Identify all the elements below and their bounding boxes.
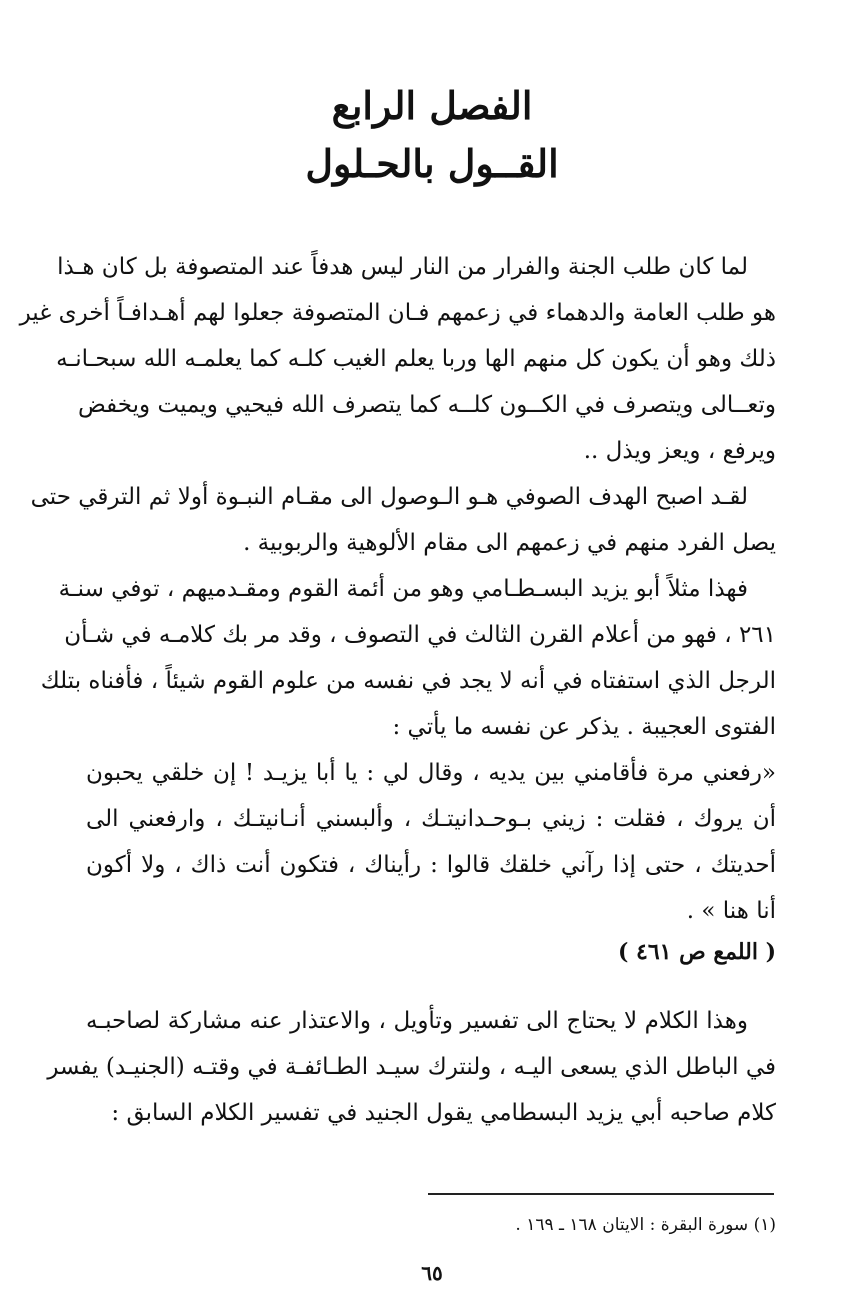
footnote: (١) سورة البقرة : الايتان ١٦٨ ـ ١٦٩ . [515,1215,776,1235]
text-line: وهذا الكلام لا يحتاج الى تفسير وتأويل ، والاعتذار عنه مشاركة لصاحبـه [86,1008,748,1034]
text-line: كلام صاحبه أبي يزيد البسطامي يقول الجنيد في تفسير الكلام السابق : [111,1100,776,1126]
text-line: «رفعني مرة فأقامني بين يديه ، وقال لي : يا أبا يزيـد ! إن خلقي يحبون [86,760,776,786]
page-number: ٦٥ [421,1261,443,1285]
text-line: وتعــالى ويتصرف في الكــون كلــه كما يتصرف الله فيحيي ويميت ويخفض [78,392,776,418]
text-line: أن يروك ، فقلت : زيني بـوحـدانيتـك ، وألبسني أنـانيتـك ، وارفعني الى [86,806,776,832]
text-line: أحديتك ، حتى إذا رآني خلقك قالوا : رأيناك ، فتكون أنت ذاك ، ولا أكون [86,852,776,878]
text-line: يصل الفرد منهم في زعمهم الى مقام الألوهية والربوبية . [243,530,776,556]
paragraph-2 [30,474,776,566]
text-line: في الباطل الذي يسعى اليـه ، ولنترك سيـد الطـائفـة في وقتـه (الجنيـد) يفسر [47,1054,776,1080]
paragraph-3 [40,566,776,750]
text-line: فهذا مثلاً أبو يزيد البسـطـامي وهو من أئمة القوم ومقـدميهم ، توفي سنـة [58,576,748,602]
chapter-number-title: الفصل الرابع [331,83,533,128]
text-line: الفتوى العجيبة . يذكر عن نفسه ما يأتي : [392,714,776,740]
footnote-separator [428,1193,774,1195]
text-line: ويرفع ، ويعز ويذل .. [583,438,776,464]
paragraph-1 [19,244,776,474]
text-line: ٢٦١ ، فهو من أعلام القرن الثالث في التصوف ، وقد مر بك كلامـه في شـأن [64,622,776,648]
text-line: أنا هنا » . [686,898,776,924]
text-line: الرجل الذي استفتاه في أنه لا يجد في نفسه من علوم القوم شيئاً ، فأفناه بتلك [40,668,776,694]
text-line: ذلك وهو أن يكون كل منهم الها وربا يعلم الغيب كلـه كما يعلمـه الله سبحـانـه [56,346,776,372]
quoted-passage [86,750,776,934]
text-line: هو طلب العامة والدهماء في زعمهم فـان المتصوفة جعلوا لهم أهـدافـاً أخرى غير [19,300,776,326]
paragraph-4 [47,998,776,1136]
source-reference: ( اللمع ص ٤٦١ ) [617,939,776,965]
text-line: لقـد اصبح الهدف الصوفي هـو الـوصول الى مقـام النبـوة أولا ثم الترقي حتى [30,484,748,510]
chapter-subject-title: القــول بالحـلول [305,141,559,186]
text-line: لما كان طلب الجنة والفرار من النار ليس هدفاً عند المتصوفة بل كان هـذا [57,254,748,280]
